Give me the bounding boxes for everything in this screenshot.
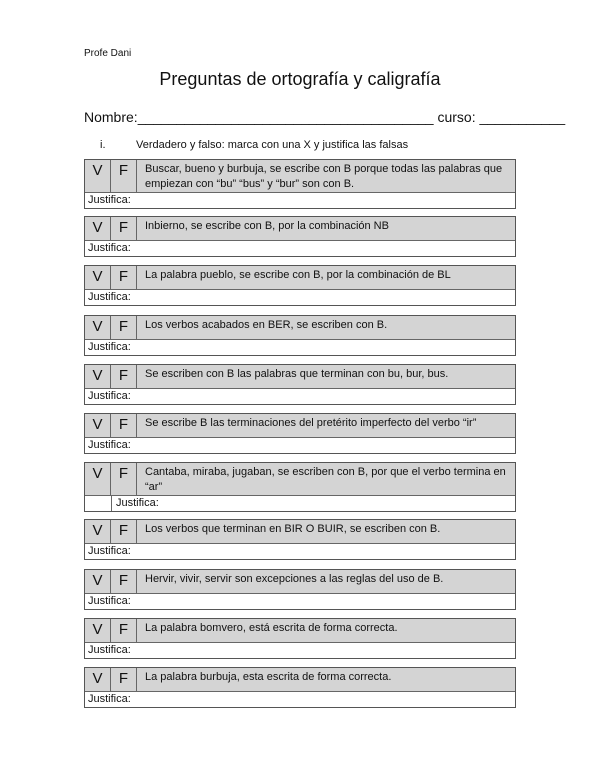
justify-label: Justifica: bbox=[88, 291, 131, 303]
justify-row[interactable] bbox=[85, 496, 515, 511]
section-number: i. bbox=[100, 139, 106, 151]
false-option[interactable]: F bbox=[111, 217, 137, 240]
justify-row[interactable] bbox=[85, 193, 515, 208]
question-text: La palabra bomvero, está escrita de forma correcta. bbox=[137, 619, 515, 642]
false-option[interactable]: F bbox=[111, 414, 137, 437]
question-text: Hervir, vivir, servir son excepciones a las reglas del uso de B. bbox=[137, 570, 515, 593]
justify-row[interactable] bbox=[85, 692, 515, 707]
justify-row[interactable] bbox=[85, 290, 515, 305]
question-box bbox=[84, 159, 516, 209]
question-text: Se escriben con B las palabras que terminan con bu, bur, bus. bbox=[137, 365, 515, 388]
question-text: Cantaba, miraba, jugaban, se escriben con B, por que el verbo termina en “ar” bbox=[137, 463, 515, 495]
true-option[interactable]: V bbox=[85, 668, 111, 691]
course-label: curso: bbox=[437, 109, 476, 125]
question-box bbox=[84, 315, 516, 356]
true-option[interactable]: V bbox=[85, 570, 111, 593]
question-box bbox=[84, 216, 516, 257]
false-option[interactable]: F bbox=[111, 619, 137, 642]
justify-row[interactable] bbox=[85, 643, 515, 658]
true-option[interactable]: V bbox=[85, 520, 111, 543]
true-option[interactable]: V bbox=[85, 365, 111, 388]
true-option[interactable]: V bbox=[85, 160, 111, 192]
justify-label: Justifica: bbox=[88, 545, 131, 557]
question-box bbox=[84, 364, 516, 405]
question-box bbox=[84, 462, 516, 512]
justify-row[interactable] bbox=[85, 438, 515, 453]
justify-label: Justifica: bbox=[88, 341, 131, 353]
question-text: Buscar, bueno y burbuja, se escribe con B porque todas las palabras que empiezan con “bu” “bus” y “bur” son con B. bbox=[137, 160, 515, 192]
question-box bbox=[84, 413, 516, 454]
false-option[interactable]: F bbox=[111, 463, 137, 495]
false-option[interactable]: F bbox=[111, 570, 137, 593]
justify-label: Justifica: bbox=[88, 194, 131, 206]
question-text: Se escribe B las terminaciones del pretérito imperfecto del verbo “ir” bbox=[137, 414, 515, 437]
teacher-name: Profe Dani bbox=[84, 48, 132, 59]
justify-label: Justifica: bbox=[88, 595, 131, 607]
course-field[interactable]: ___________ bbox=[479, 109, 566, 125]
page-title: Preguntas de ortografía y caligrafía bbox=[159, 69, 441, 89]
justify-label: Justifica: bbox=[88, 439, 131, 451]
false-option[interactable]: F bbox=[111, 266, 137, 289]
question-box bbox=[84, 265, 516, 306]
student-info-line bbox=[84, 109, 565, 125]
justify-row[interactable] bbox=[85, 389, 515, 404]
question-box bbox=[84, 519, 516, 560]
question-text: La palabra burbuja, esta escrita de forma correcta. bbox=[137, 668, 515, 691]
question-box bbox=[84, 569, 516, 610]
justify-label: Justifica: bbox=[88, 390, 131, 402]
justify-row[interactable] bbox=[85, 340, 515, 355]
justify-label: Justifica: bbox=[88, 242, 131, 254]
question-text: Inbierno, se escribe con B, por la combinación NB bbox=[137, 217, 515, 240]
false-option[interactable]: F bbox=[111, 316, 137, 339]
justify-row[interactable] bbox=[85, 544, 515, 559]
true-option[interactable]: V bbox=[85, 316, 111, 339]
question-box bbox=[84, 618, 516, 659]
justify-row[interactable] bbox=[85, 241, 515, 256]
false-option[interactable]: F bbox=[111, 160, 137, 192]
false-option[interactable]: F bbox=[111, 520, 137, 543]
name-field[interactable]: ______________________________________ bbox=[137, 109, 434, 125]
true-option[interactable]: V bbox=[85, 266, 111, 289]
justify-label: Justifica: bbox=[116, 497, 159, 509]
justify-label: Justifica: bbox=[88, 693, 131, 705]
instructions-text: Verdadero y falso: marca con una X y justifica las falsas bbox=[136, 139, 409, 151]
true-option[interactable]: V bbox=[85, 463, 111, 495]
name-label: Nombre: bbox=[84, 109, 138, 125]
question-text: Los verbos acabados en BER, se escriben con B. bbox=[137, 316, 515, 339]
justify-label: Justifica: bbox=[88, 644, 131, 656]
instructions bbox=[100, 139, 408, 151]
justify-row[interactable] bbox=[85, 594, 515, 609]
true-option[interactable]: V bbox=[85, 619, 111, 642]
true-option[interactable]: V bbox=[85, 217, 111, 240]
false-option[interactable]: F bbox=[111, 668, 137, 691]
question-text: Los verbos que terminan en BIR O BUIR, se escriben con B. bbox=[137, 520, 515, 543]
false-option[interactable]: F bbox=[111, 365, 137, 388]
true-option[interactable]: V bbox=[85, 414, 111, 437]
question-box bbox=[84, 667, 516, 708]
question-text: La palabra pueblo, se escribe con B, por la combinación de BL bbox=[137, 266, 515, 289]
